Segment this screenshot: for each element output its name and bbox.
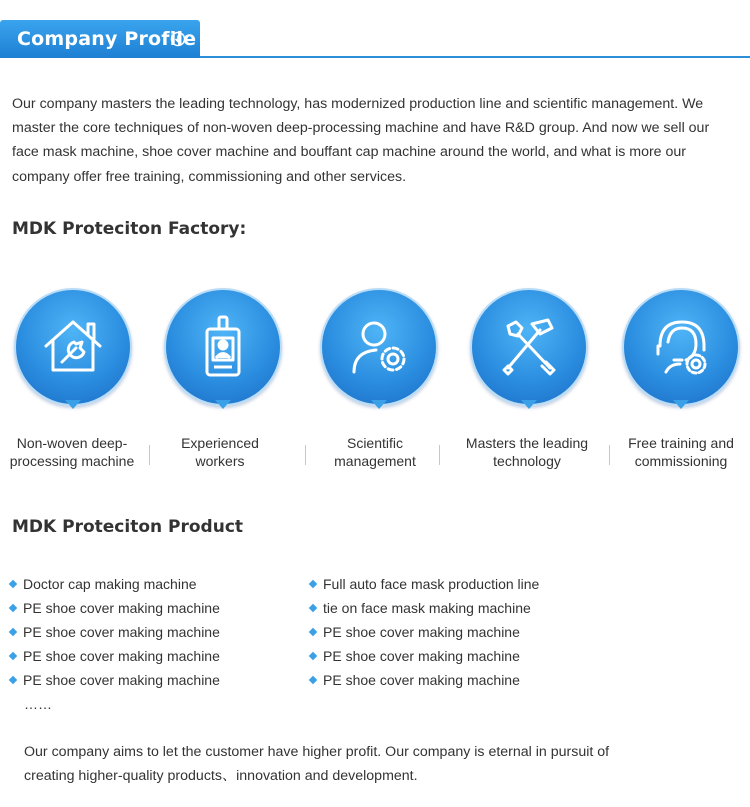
intro-paragraph: Our company masters the leading technology, has modernized production line and scientific management. We master the core techniques of non-woven deep-processing machine and have R&D group. And now we sell our face mask machine, shoe cover machine and bouffant cap machine around the world, and what is more our company offer free training, commissioning and other services. [12, 96, 710, 185]
bullet-diamond-icon [309, 628, 317, 636]
person-gear-icon [344, 312, 414, 382]
feature-circle-workers [164, 288, 282, 413]
list-item: PE shoe cover making machine [310, 622, 520, 642]
bullet-diamond-icon [309, 652, 317, 660]
bullet-diamond-icon [9, 628, 17, 636]
list-item: PE shoe cover making machine [10, 598, 220, 618]
id-badge-icon [188, 312, 258, 382]
list-item: PE shoe cover making machine [10, 646, 220, 666]
bullet-diamond-icon [9, 580, 17, 588]
arrow-down-circle-icon [170, 31, 186, 47]
list-item: PE shoe cover making machine [10, 670, 220, 690]
feature-divider [149, 445, 150, 465]
feature-circle-management [320, 288, 438, 413]
feature-label-management: Scientific management [334, 435, 416, 469]
list-item: tie on face mask making machine [310, 598, 531, 618]
list-item: PE shoe cover making machine [10, 622, 220, 642]
feature-label-nonwoven: Non-woven deep-processing machine [9, 435, 135, 469]
page-title: Company Profile [17, 28, 197, 50]
factory-title: MDK Proteciton Factory: [12, 219, 247, 239]
list-item: Full auto face mask production line [310, 574, 539, 594]
bullet-diamond-icon [309, 580, 317, 588]
headset-gear-icon [646, 312, 716, 382]
more-ellipsis: …… [24, 696, 52, 712]
feature-circle-technology [470, 288, 588, 413]
feature-divider [305, 445, 306, 465]
feature-divider [439, 445, 440, 465]
list-item: Doctor cap making machine [10, 574, 197, 594]
bullet-diamond-icon [9, 676, 17, 684]
bullet-diamond-icon [9, 604, 17, 612]
feature-circle-training [622, 288, 740, 413]
feature-label-training: Free training and commissioning [628, 435, 734, 469]
house-wrench-icon [38, 312, 108, 382]
feature-label-technology: Masters the leading technology [465, 435, 589, 469]
section-header [0, 0, 750, 64]
list-item: PE shoe cover making machine [310, 670, 520, 690]
list-item: PE shoe cover making machine [310, 646, 520, 666]
product-title: MDK Proteciton Product [12, 517, 244, 537]
bullet-diamond-icon [309, 604, 317, 612]
bullet-diamond-icon [309, 676, 317, 684]
bullet-diamond-icon [9, 652, 17, 660]
closing-paragraph: Our company aims to let the customer have higher profit. Our company is eternal in pursuit of creating higher-quality products、innovation and development. [24, 744, 610, 784]
feature-divider [609, 445, 610, 465]
company-profile-tab [0, 20, 200, 58]
feature-label-workers: Experienced workers [181, 435, 259, 469]
tools-icon [494, 312, 564, 382]
feature-circle-nonwoven [14, 288, 132, 413]
